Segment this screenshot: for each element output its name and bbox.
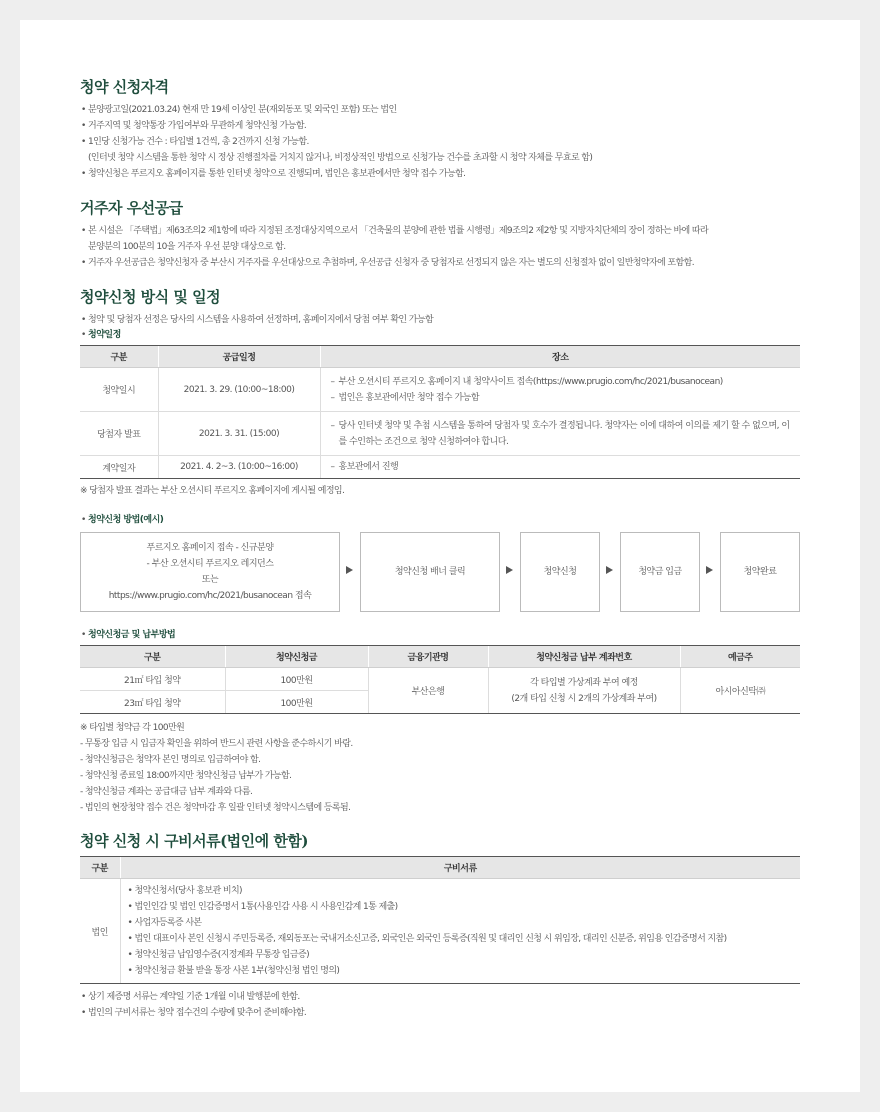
flow-step-homepage: [80, 532, 340, 612]
table-cell: [320, 412, 800, 456]
table-cell: 당첨자 발표: [80, 412, 158, 456]
list-item: • 1인당 신청가능 건수 : 타입별 1건씩, 총 2건까지 신청 가능함.: [80, 134, 800, 150]
list-item: • 청약신청서(당사 홍보관 비치): [127, 883, 795, 899]
list-item: • 분양광고일(2021.03.24) 현재 만 19세 이상인 분(재외동포 및 외국인 포함) 또는 법인: [80, 102, 800, 118]
cell-line: – 부산 오션시티 푸르지오 홈페이지 내 청약사이트 접속(https://www.prugio.com/hc/2021/busanocean): [331, 374, 791, 390]
list-item: • 거주자 우선공급은 청약신청자 중 부산시 거주자를 우선대상으로 추첨하며, 우선공급 신청자 중 당첨자로 선정되지 않은 자는 별도의 신청절차 없이 일반청약자에 포함함.: [80, 255, 800, 271]
schedule-table: [80, 345, 800, 479]
flow-line: 또는: [201, 575, 219, 585]
cell-line: – 당사 인터넷 청약 및 추첨 시스템을 통하여 당첨자 및 호수가 결정됩니다. 청약자는 이에 대하여 이의를 제기 할 수 없으며, 이를 수인하는 조건으로 청약 신청하여야 합니다.: [331, 418, 791, 450]
list-item-text: 본 시설은 「주택법」제63조의2 제1항에 따라 지정된 조정대상지역으로서 「건축물의 분양에 관한 법률 시행령」제9조의2 제2항 및 지방자치단체의 장이 정하는 바에 따라: [88, 226, 709, 236]
table-cell: 법인: [80, 879, 120, 984]
table-header: 청약신청금: [225, 646, 368, 668]
table-header: 예금주: [680, 646, 800, 668]
application-flow: [80, 532, 800, 612]
section-title-required-documents: 청약 신청 시 구비서류(법인에 한함): [80, 832, 308, 850]
note-line: - 청약신청금은 청약자 본인 명의로 입금하여야 함.: [80, 755, 261, 765]
table-header: 금융기관명: [368, 646, 488, 668]
documents-list: [127, 883, 795, 979]
table-row: [80, 456, 800, 479]
table-header: 구분: [80, 857, 120, 879]
flow-step: 청약신청: [520, 532, 600, 612]
note-line: - 법인의 현장청약 접수 건은 청약마감 후 일괄 인터넷 청약시스템에 등록됨.: [80, 803, 351, 813]
list-item-note: (인터넷 청약 시스템을 통한 청약 시 정상 진행절차를 거치지 않거나, 비정상적인 방법으로 신청가능 건수를 초과할 시 청약 자체를 무효로 함): [88, 153, 593, 163]
table-cell: 100만원: [225, 691, 368, 714]
table-cell: 청약일시: [80, 368, 158, 412]
table-header: 구분: [80, 346, 158, 368]
footnote: ※ 당첨자 발표 결과는 부산 오션시티 푸르지오 홈페이지에 게시될 예정임.: [80, 486, 345, 496]
section-title-resident-priority: 거주자 우선공급: [80, 199, 183, 217]
note-line: - 무통장 입금 시 입금자 확인을 위하여 반드시 관련 사항을 준수하시기 바람.: [80, 739, 353, 749]
table-header: 공급일정: [158, 346, 320, 368]
list-item: • 법인인감 및 법인 인감증명서 1통(사용인감 사용 시 사용인감계 1통 제출): [127, 899, 795, 915]
page: [20, 20, 860, 1092]
content: [80, 76, 800, 1021]
documents-table: [80, 856, 800, 984]
arrow-right-icon: [606, 566, 613, 574]
table-cell: 2021. 4. 2~3. (10:00~16:00): [158, 456, 320, 479]
table-cell: 부산은행: [368, 668, 488, 714]
arrow-right-icon: [506, 566, 513, 574]
cell-line: – 홍보관에서 진행: [331, 459, 791, 475]
table-row: [80, 368, 800, 412]
cell-line: – 법인은 홍보관에서만 청약 접수 가능함: [331, 390, 791, 406]
list-item: • 청약신청은 푸르지오 홈페이지를 통한 인터넷 청약으로 진행되며, 법인은 홍보관에서만 청약 접수 가능함.: [80, 166, 800, 182]
table-row: [80, 879, 800, 984]
subheading-method: • 청약신청 방법(예시): [80, 513, 800, 527]
table-cell: [320, 368, 800, 412]
payment-table: [80, 645, 800, 714]
list-item-text: 분양분의 100분의 10을 거주자 우선 분양 대상으로 함.: [88, 242, 286, 252]
subheading-schedule: • 청약일정: [80, 328, 800, 342]
table-cell: 21㎡ 타입 청약: [80, 668, 225, 691]
table-header: 구분: [80, 646, 225, 668]
flow-line: https://www.prugio.com/hc/2021/busanocean 접속: [108, 591, 312, 601]
note-line: - 청약신청 종료일 18:00까지만 청약신청금 납부가 가능함.: [80, 771, 292, 781]
table-cell: 2021. 3. 31. (15:00): [158, 412, 320, 456]
list-item: • 상기 제증명 서류는 계약일 기준 1개월 이내 발행분에 한함.: [80, 989, 800, 1005]
list-item: [80, 223, 800, 255]
table-header: 장소: [320, 346, 800, 368]
cell-line: 각 타입별 가상계좌 부여 예정: [530, 677, 638, 688]
cell-line: (2개 타입 신청 시 2개의 가상계좌 부여): [511, 693, 657, 704]
note-line: ※ 타입별 청약금 각 100만원: [80, 723, 185, 733]
section-title-eligibility: 청약 신청자격: [80, 78, 169, 96]
table-cell: 아시아신탁㈜: [680, 668, 800, 714]
section-title-method-schedule: 청약신청 방식 및 일정: [80, 288, 221, 306]
eligibility-list: [80, 102, 800, 150]
flow-step: 청약완료: [720, 532, 800, 612]
table-row: [80, 412, 800, 456]
table-cell: 23㎡ 타입 청약: [80, 691, 225, 714]
table-header: 청약신청금 납부 계좌번호: [488, 646, 680, 668]
table-cell: 계약일자: [80, 456, 158, 479]
table-row: [80, 668, 800, 691]
note-line: - 청약신청금 계좌는 공급대금 납부 계좌와 다름.: [80, 787, 253, 797]
arrow-right-icon: [706, 566, 713, 574]
flow-step: 청약신청 배너 클릭: [360, 532, 500, 612]
table-cell: [488, 668, 680, 714]
payment-notes: [80, 720, 800, 816]
arrow-right-icon: [346, 566, 353, 574]
documents-notes: [80, 989, 800, 1021]
list-item: • 법인의 구비서류는 청약 접수건의 수량에 맞추어 준비해야함.: [80, 1005, 800, 1021]
list-item: • 법인 대표이사 본인 신청시 주민등록증, 재외동포는 국내거소신고증, 외국인은 외국인 등록증(직원 및 대리인 신청 시 위임장, 대리인 신분증, 위임용 인감증명서 지참): [127, 931, 795, 947]
subheading-payment: • 청약신청금 및 납부방법: [80, 628, 800, 642]
list-item: • 청약 및 당첨자 선정은 당사의 시스템을 사용하여 선정하며, 홈페이지에서 당첨 여부 확인 가능함: [80, 312, 800, 328]
flow-line: - 부산 오션시티 푸르지오 레지던스: [146, 559, 274, 569]
table-cell: [320, 456, 800, 479]
resident-list: [80, 223, 800, 271]
table-cell: [120, 879, 800, 984]
flow-line: 푸르지오 홈페이지 접속 - 신규분양: [146, 543, 274, 553]
list-item: • 거주지역 및 청약통장 가입여부와 무관하게 청약신청 가능함.: [80, 118, 800, 134]
flow-step: 청약금 입금: [620, 532, 700, 612]
table-cell: 100만원: [225, 668, 368, 691]
table-header: 구비서류: [120, 857, 800, 879]
list-item: • 청약신청금 환불 받을 통장 사본 1부(청약신청 법인 명의): [127, 963, 795, 979]
list-item: • 청약신청금 납입영수증(지정계좌 무통장 입금증): [127, 947, 795, 963]
table-cell: 2021. 3. 29. (10:00~18:00): [158, 368, 320, 412]
list-item: • 사업자등록증 사본: [127, 915, 795, 931]
